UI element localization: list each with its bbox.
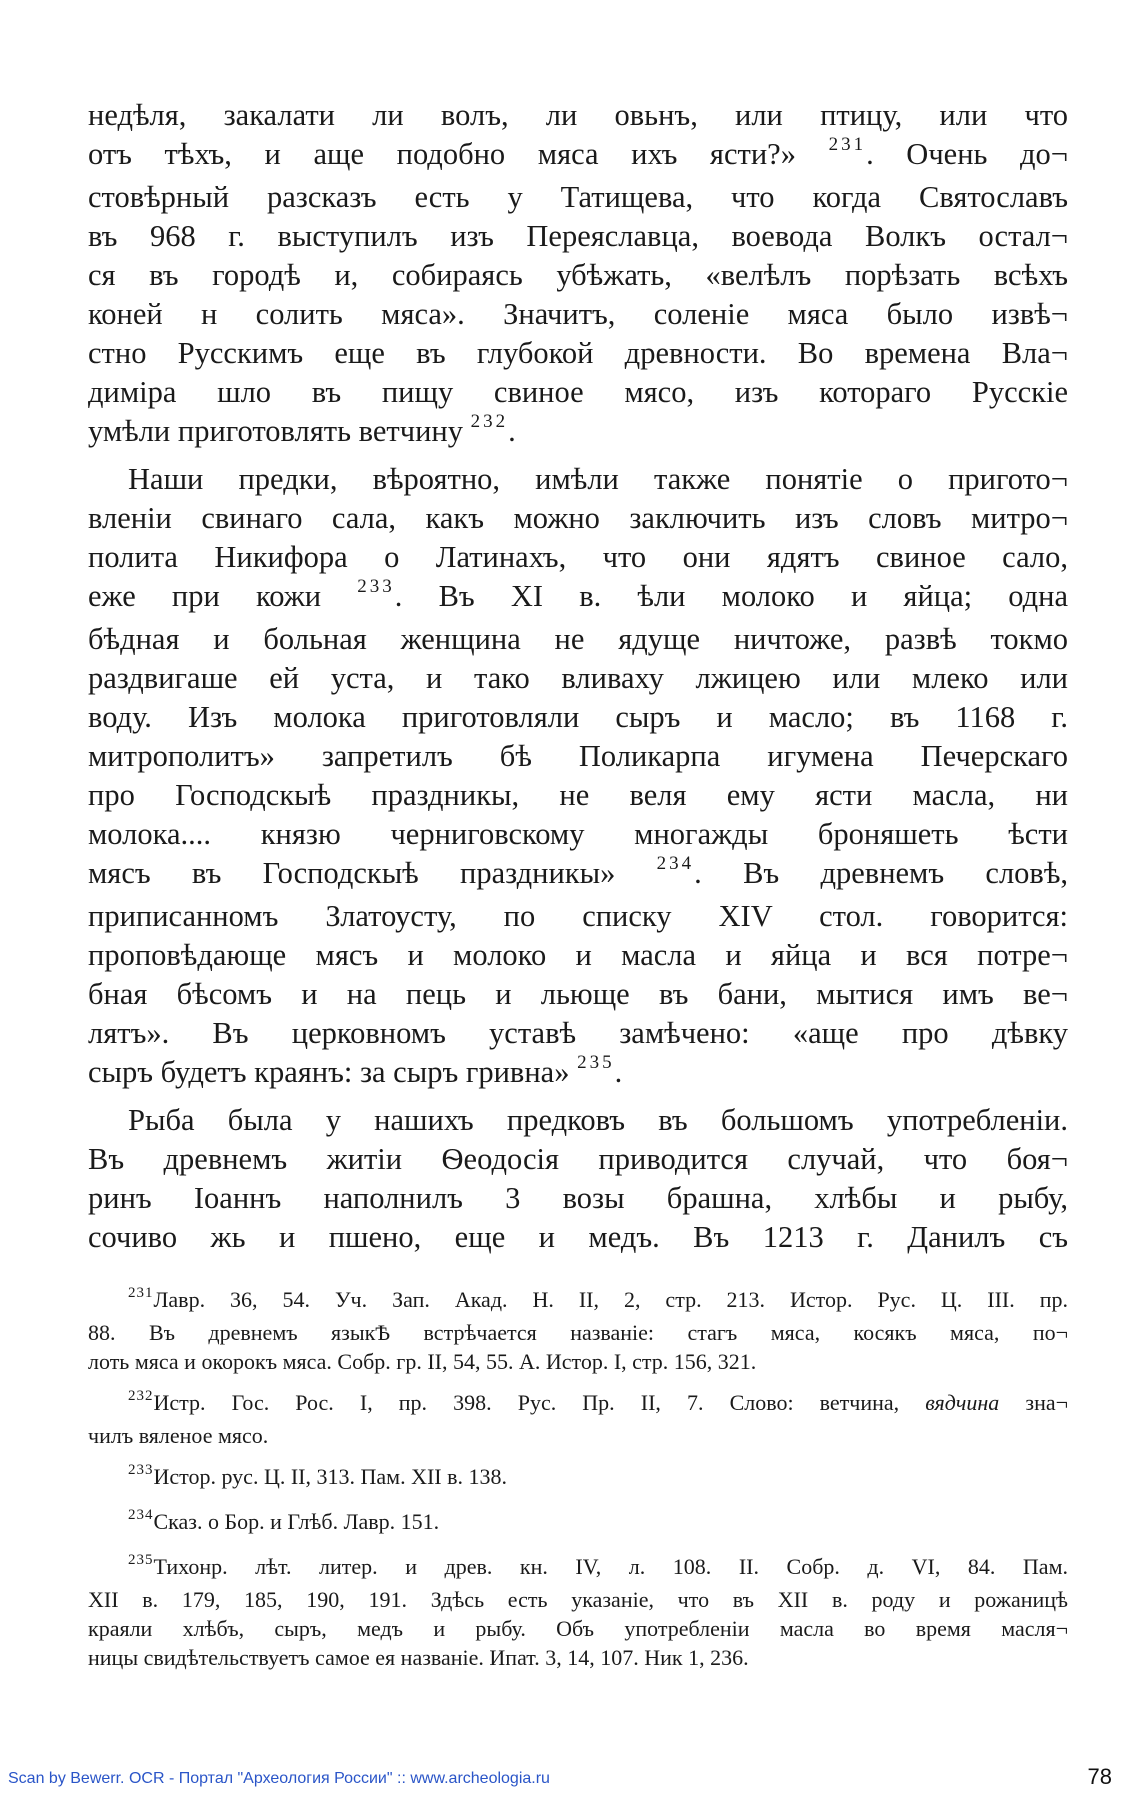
footnote-line: 88. Въ древнемъ языкѢ встрѣчается названіе: стагъ мяса, косякъ мяса, по¬ (88, 1320, 1068, 1345)
text-line: диміра шло въ пищу свиное мясо, изъ котораго Русскіе (88, 375, 1068, 409)
footnotes (88, 1285, 1068, 1684)
main-text (88, 96, 1068, 1257)
text-line: лятъ». Въ церковномъ уставѣ замѣчено: «аще про дѣвку (88, 1016, 1068, 1050)
page-number: 78 (1087, 1764, 1112, 1789)
text-line: въ 968 г. выступилъ изъ Переяславца, воевода Волкъ остал¬ (88, 219, 1068, 253)
text-line: проповѣдающе мясъ и молоко и масла и яйца и вся потре¬ (88, 938, 1068, 972)
footnote-ref-232: 232 (470, 411, 509, 432)
footnote-line: чилъ вяленое мясо. (88, 1423, 269, 1448)
text-line: стно Русскимъ еще въ глубокой древности. Во времена Вла¬ (88, 336, 1068, 370)
footnote-line: $^{233}$Истор. рус. Ц. II, 313. Пам. XII в. 138. (128, 1462, 507, 1489)
text-line: бѣдная и больная женщина не ядуще ничтоже, развѣ токмо (88, 622, 1068, 656)
text-line: ринъ Іоаннъ наполнилъ 3 возы брашна, хлѣбы и рыбу, (88, 1181, 1068, 1215)
text-line: еже при кожи $^{233}$. Въ XI в. ѣли молоко и яйца; одна (88, 576, 1069, 613)
footnote-line: краяли хлѣбъ, сыръ, медъ и рыбу. Объ употребленіи масла во время масля¬ (88, 1616, 1068, 1641)
text-line: мясъ въ Господскыѣ праздникы» $^{234}$. Въ древнемъ словѣ, (88, 853, 1069, 890)
text-line: ся въ городѣ и, собираясь убѣжать, «велѣлъ порѣзать всѣхъ (88, 258, 1068, 292)
footnote-line: $^{231}$Лавр. 36, 54. Уч. Зап. Акад. Н. II, 2, стр. 213. Истор. Рус. Ц. III. пр. (128, 1285, 1068, 1312)
footnote-number: 235 (128, 1552, 154, 1568)
footnote-number: 231 (128, 1285, 154, 1301)
text-line: Рыба была у нашихъ предковъ въ большомъ употребленіи. (128, 1103, 1068, 1137)
footnote-234 (88, 1507, 1068, 1540)
footnote-233 (88, 1462, 1068, 1495)
text-line: Въ древнемъ житіи Ѳеодосія приводится случай, что боя¬ (88, 1142, 1068, 1176)
paragraph-3 (88, 1101, 1068, 1257)
footnote-235 (88, 1552, 1068, 1672)
text-line: про Господскыѣ праздникы, не веля ему ясти масла, ни (88, 778, 1068, 812)
text-line: отъ тѣхъ, и аще подобно мяса ихъ ясти?» $^{231}$. Очень до¬ (88, 134, 1068, 171)
footnote-line: ницы свидѣтельствуетъ самое ея названіе. Ипат. 3, 14, 107. Ник 1, 236. (88, 1645, 749, 1670)
footnote-ref-234: 234 (656, 853, 695, 874)
footnote-line: лоть мяса и окорокъ мяса. Собр. гр. II, 54, 55. А. Истор. I, стр. 156, 321. (88, 1349, 757, 1374)
text-line: сыръ будетъ краянъ: за сыръ гривна» $^{235}$. (88, 1052, 623, 1089)
text-line: стовѣрный разсказъ есть у Татищева, что когда Святославъ (88, 180, 1068, 214)
footnote-ref-231: 231 (828, 134, 867, 155)
text-line: Наши предки, вѣроятно, имѣли также понятіе о пригото¬ (128, 462, 1068, 496)
text-line: митрополитъ» запретилъ бѣ Поликарпа игумена Печерскаго (88, 739, 1068, 773)
footnote-232 (88, 1388, 1068, 1450)
text-line: сочиво жь и пшено, еще и медъ. Въ 1213 г. Данилъ съ (88, 1220, 1068, 1254)
footnote-line: $^{232}$Истр. Гос. Рос. I, пр. 398. Рус. Пр. II, 7. Слово: ветчина, вядчина зна¬ (128, 1388, 1069, 1415)
footnote-number: 233 (128, 1462, 154, 1478)
text-line: приписанномъ Златоусту, по списку XIV стол. говорится: (88, 899, 1068, 933)
text-line: коней н солить мяса». Значитъ, соленіе мяса было извѣ¬ (88, 297, 1068, 331)
footnote-number: 234 (128, 1507, 154, 1523)
text-line: бная бѣсомъ и на пець и льюще въ бани, мытися имъ ве¬ (88, 977, 1068, 1011)
text-line: молока.... князю черниговскому многажды броняшеть ѣсти (88, 817, 1068, 851)
text-line: недѣля, закалати ли волъ, ли овьнъ, или птицу, или что (88, 98, 1068, 132)
footnote-ref-233: 233 (357, 576, 395, 597)
footnote-ref-235: 235 (577, 1052, 615, 1073)
footnote-line: XII в. 179, 185, 190, 191. Здѣсь есть указаніе, что въ XII в. роду и рожаницѣ (88, 1587, 1068, 1612)
footnote-231 (88, 1285, 1068, 1376)
text-line: полита Никифора о Латинахъ, что они ядятъ свиное сало, (88, 540, 1068, 574)
text-line: вленіи свинаго сала, какъ можно заключить изъ словъ митро¬ (88, 501, 1068, 535)
paragraph-1 (88, 96, 1068, 455)
text-line: умѣли приготовлять ветчину $^{232}$. (88, 411, 516, 448)
paragraph-2 (88, 460, 1068, 1096)
footnote-number: 232 (128, 1388, 154, 1404)
footnote-line: $^{235}$Тихонр. лѣт. литер. и древ. кн. IV, л. 108. II. Собр. д. VI, 84. Пам. (128, 1552, 1068, 1579)
text-line: раздвигаше ей уста, и тако вливаху лжицею или млеко или (88, 661, 1068, 695)
scan-credit: Scan by Bewerr. OCR - Портал "Археология России" :: www.archeologia.ru (8, 1770, 550, 1787)
text-line: воду. Изъ молока приготовляли сыръ и масло; въ 1168 г. (88, 700, 1068, 734)
footnote-line: $^{234}$Сказ. о Бор. и Глѣб. Лавр. 151. (128, 1507, 440, 1534)
